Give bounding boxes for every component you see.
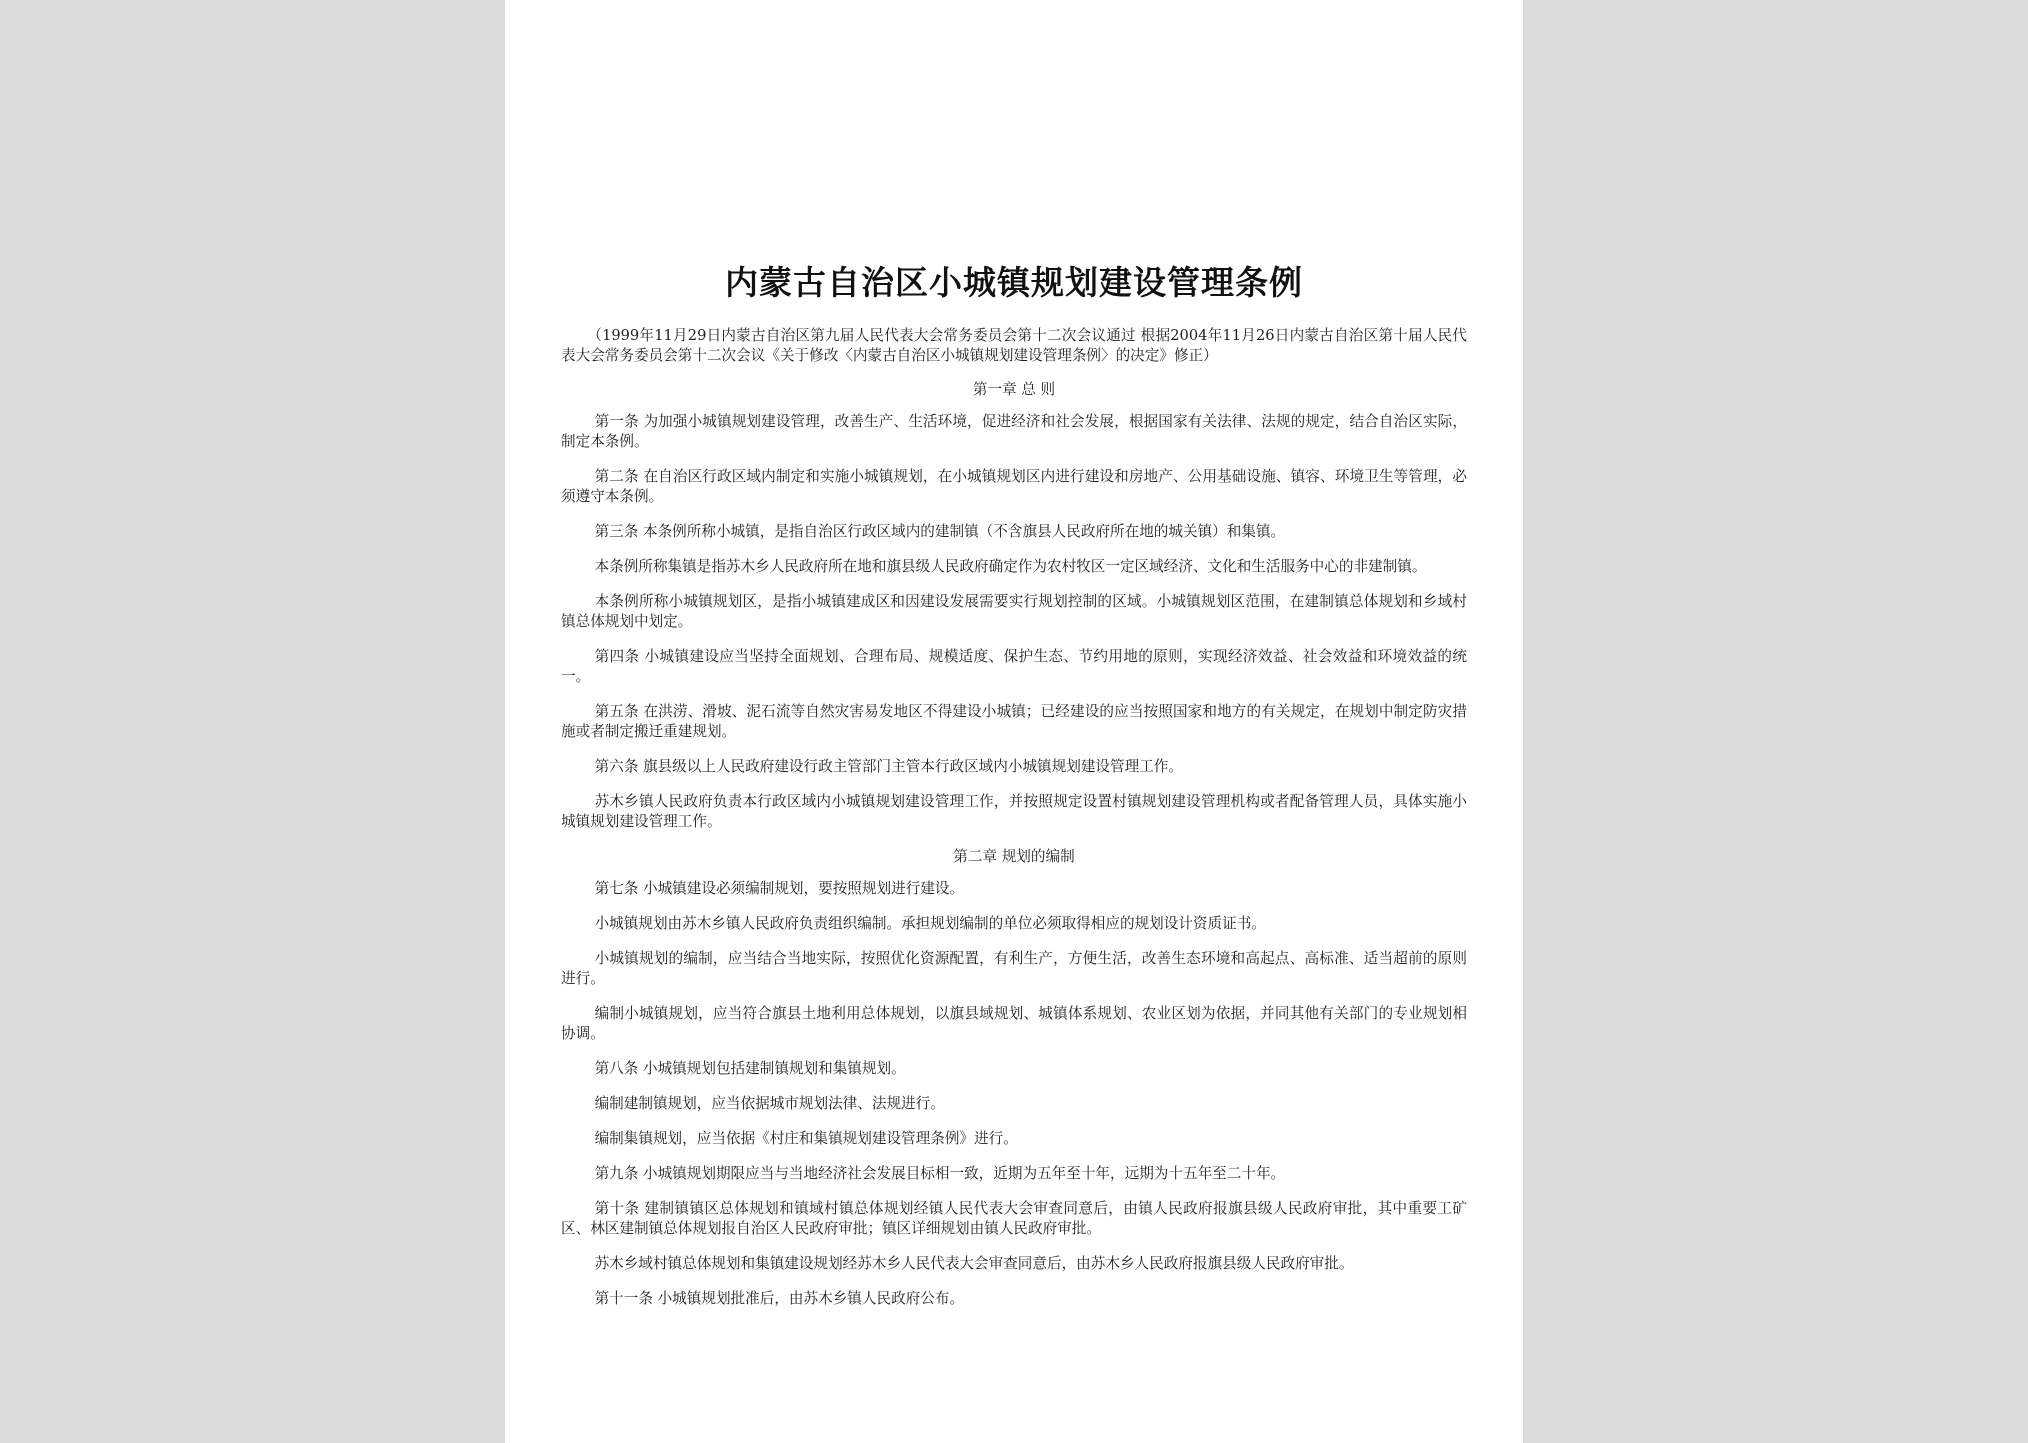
paragraph: 第九条 小城镇规划期限应当与当地经济社会发展目标相一致，近期为五年至十年，远期为十五年至二十年。 (594, 1165, 1286, 1182)
paragraph: 第五条 在洪涝、滑坡、泥石流等自然灾害易发地区不得建设小城镇；已经建设的应当按照国家和地方的有关规定，在规划中制定防灾措施或者制定搬迁重建规划。 (561, 703, 1467, 740)
paragraph: 第四条 小城镇建设应当坚持全面规划、合理布局、规模适度、保护生态、节约用地的原则，实现经济效益、社会效益和环境效益的统一。 (561, 648, 1467, 685)
paragraph: 本条例所称集镇是指苏木乡人民政府所在地和旗县级人民政府确定作为农村牧区一定区域经济、文化和生活服务中心的非建制镇。 (594, 558, 1427, 575)
document-subtitle: （1999年11月29日内蒙古自治区第九届人民代表大会常务委员会第十二次会议通过 根据2004年11月26日内蒙古自治区第十届人民代表大会常务委员会第十二次会议《关于修改〈内蒙古自治区小城镇规划建设管理条例〉的决定》修正） (561, 327, 1467, 364)
chapter-heading-2: 第二章 规划的编制 (953, 848, 1075, 865)
paragraph: 第二条 在自治区行政区域内制定和实施小城镇规划，在小城镇规划区内进行建设和房地产、公用基础设施、镇容、环境卫生等管理，必须遵守本条例。 (561, 468, 1467, 505)
paragraph: 第三条 本条例所称小城镇，是指自治区行政区域内的建制镇（不含旗县人民政府所在地的城关镇）和集镇。 (594, 523, 1286, 540)
paragraph: 编制建制镇规划，应当依据城市规划法律、法规进行。 (594, 1095, 945, 1112)
paragraph: 第一条 为加强小城镇规划建设管理，改善生产、生活环境，促进经济和社会发展，根据国家有关法律、法规的规定，结合自治区实际，制定本条例。 (561, 413, 1467, 450)
paragraph: 编制小城镇规划，应当符合旗县土地利用总体规划，以旗县域规划、城镇体系规划、农业区划为依据，并同其他有关部门的专业规划相协调。 (561, 1005, 1467, 1042)
paragraph: 第八条 小城镇规划包括建制镇规划和集镇规划。 (594, 1060, 906, 1077)
paragraph: 第六条 旗县级以上人民政府建设行政主管部门主管本行政区域内小城镇规划建设管理工作。 (594, 758, 1183, 775)
document-content (561, 262, 1467, 1324)
paragraph: 第七条 小城镇建设必须编制规划，要按照规划进行建设。 (594, 880, 965, 897)
paragraph: 本条例所称小城镇规划区，是指小城镇建成区和因建设发展需要实行规划控制的区域。小城镇规划区范围，在建制镇总体规划和乡域村镇总体规划中划定。 (561, 593, 1467, 630)
paragraph: 第十条 建制镇镇区总体规划和镇域村镇总体规划经镇人民代表大会审查同意后，由镇人民政府报旗县级人民政府审批，其中重要工矿区、林区建制镇总体规划报自治区人民政府审批；镇区详细规划由镇人民政府审批。 (561, 1200, 1467, 1237)
document-title: 内蒙古自治区小城镇规划建设管理条例 (725, 263, 1303, 302)
document-page (505, 0, 1523, 1443)
paragraph: 小城镇规划的编制，应当结合当地实际，按照优化资源配置，有利生产，方便生活，改善生态环境和高起点、高标准、适当超前的原则进行。 (561, 950, 1467, 987)
paragraph: 第十一条 小城镇规划批准后，由苏木乡镇人民政府公布。 (594, 1290, 965, 1307)
paragraph: 苏木乡域村镇总体规划和集镇建设规划经苏木乡人民代表大会审查同意后，由苏木乡人民政府报旗县级人民政府审批。 (594, 1255, 1354, 1272)
chapter-heading-1: 第一章 总 则 (972, 381, 1056, 398)
paragraph: 小城镇规划由苏木乡镇人民政府负责组织编制。承担规划编制的单位必须取得相应的规划设计资质证书。 (594, 915, 1266, 932)
paragraph: 苏木乡镇人民政府负责本行政区域内小城镇规划建设管理工作，并按照规定设置村镇规划建设管理机构或者配备管理人员，具体实施小城镇规划建设管理工作。 (561, 793, 1467, 830)
paragraph: 编制集镇规划，应当依据《村庄和集镇规划建设管理条例》进行。 (594, 1130, 1018, 1147)
